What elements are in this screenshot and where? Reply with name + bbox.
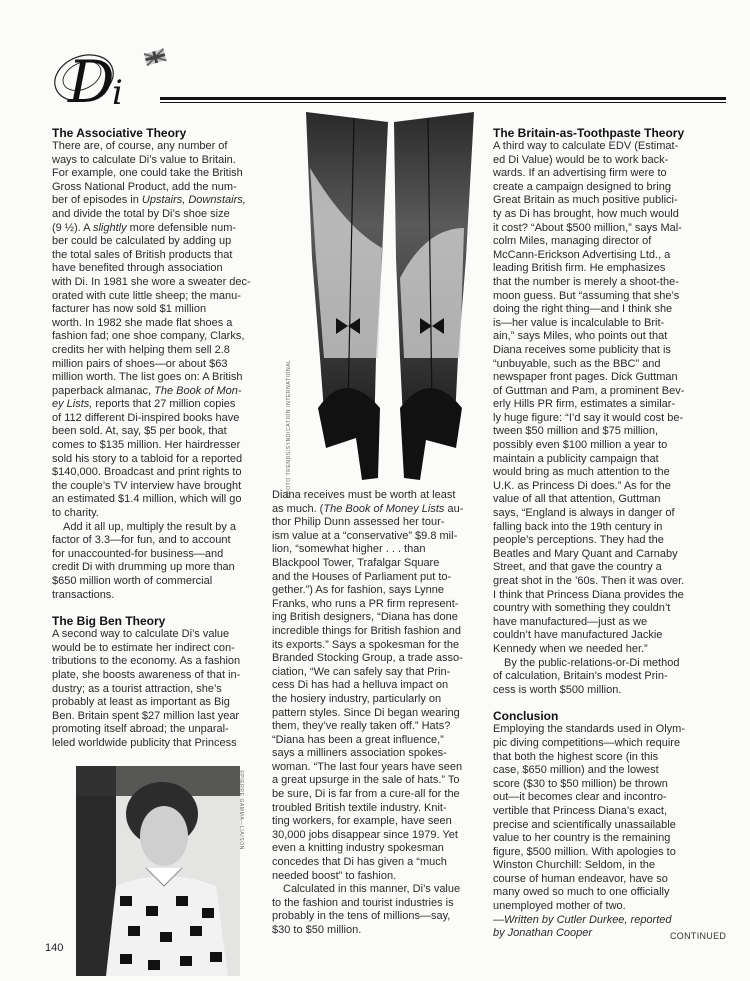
- text-line: tween $50 million and $75 million,: [493, 425, 659, 438]
- script-di-logo-graphic: [48, 42, 168, 114]
- text-line: ciation, “We can safely say that Prin-: [272, 665, 451, 678]
- text-line: leading British firm. He emphasizes: [493, 262, 666, 275]
- text-line: and divide the total by Di’s shoe size: [52, 207, 230, 220]
- text-line: “Diana has been a great influence,”: [272, 733, 444, 746]
- header-rule-thick: [160, 97, 726, 100]
- text-line: leled worldwide publicity that Princess: [52, 736, 237, 749]
- text-line: [272, 503, 488, 517]
- text-line: its exports.” Says a spokesman for the: [272, 638, 460, 651]
- text-line: promoting itself abroad; the unparal-: [52, 723, 229, 736]
- text-line: Calculated in this manner, Di’s value: [283, 883, 461, 896]
- text-line: ly huge figure: “I’d say it would cost be-: [493, 411, 684, 424]
- stockings-photo: [296, 108, 482, 486]
- text-line: incredible things for British fashion and: [272, 624, 461, 637]
- text-line: to the fashion and tourist industries is: [272, 896, 454, 909]
- text-line: worth. In 1982 she made flat shoes a: [52, 316, 233, 329]
- text-line: of calculation, Britain’s modest Prin-: [493, 670, 668, 683]
- text-line: $140,000. Broadcast and print rights to: [52, 466, 242, 479]
- text-line: credits her with helping them sell 2.8: [52, 343, 230, 356]
- text-line: For example, one could take the British: [52, 167, 243, 180]
- text-line: couldn’t have manufactured Jackie: [493, 629, 663, 642]
- text-line: transactions.: [52, 588, 115, 601]
- text-line: fashion fad; one shoe company, Clarks,: [52, 330, 245, 343]
- text-line: says, “England is always in danger of: [493, 507, 675, 520]
- text-line: it cost? “About $500 million,” says Mal-: [493, 221, 682, 234]
- text-line: Branded Stocking Group, a trade asso-: [272, 652, 463, 665]
- text-line: possibly even $100 million a year to: [493, 439, 668, 452]
- italic-title: The Book of Mon-: [154, 384, 242, 397]
- text-line: create a campaign designed to bring: [493, 180, 671, 193]
- text-line: Employing the standards used in Olym-: [493, 723, 685, 736]
- text-line: the couple’s TV interview have brought: [52, 479, 242, 492]
- text-line: maintain a publicity campaign that: [493, 452, 659, 465]
- text-line: case, $650 million) and the lowest: [493, 764, 659, 777]
- text-line: million worth. The list goes on: A British: [52, 371, 243, 384]
- text-line: dustry; as a tourist attraction, she’s: [52, 682, 222, 695]
- page-number: 140: [45, 942, 64, 954]
- text-line: Franks, who runs a PR firm represent-: [272, 597, 459, 610]
- text-line: erly Hills PR firm, estimates a similar-: [493, 398, 676, 411]
- text-line: pattern styles. Since Di began wearing: [272, 706, 460, 719]
- legs-photo-credit: PHOTO TRENDS/SYNDICATION INTERNATIONAL: [286, 359, 292, 498]
- text-line: U.K. as Princess Di does.” As for the: [493, 479, 671, 492]
- italic-title: ey Lists,: [52, 398, 93, 411]
- text-line: would bring as much attention to the: [493, 466, 670, 479]
- text-line: cess Di has had a helluva impact on: [272, 679, 449, 692]
- text-line: thor Philip Dunn assessed her tour-: [272, 516, 445, 529]
- section-heading: The Associative Theory: [52, 126, 187, 140]
- text-line: score ($30 to $50 million) be thrown: [493, 777, 668, 790]
- text-line: probably at least as important as Big: [52, 696, 230, 709]
- italic-title: slightly: [92, 221, 127, 234]
- text-line: an estimated $1.4 million, which will go: [52, 493, 242, 506]
- text-line: colm Miles, managing director of: [493, 235, 652, 248]
- text-line: doing the right thing—and I think she: [493, 303, 673, 316]
- text-line: be sure, Di is far from a cure-all for the: [272, 788, 460, 801]
- text-line: with Di. In 1981 she wore a sweater dec-: [52, 275, 251, 288]
- text-line: moon guess. But “assuming that she’s: [493, 289, 680, 302]
- text-line: vertible that Princess Diana’s exact,: [493, 804, 668, 817]
- text-line: Great Britain as much positive publici-: [493, 194, 678, 207]
- text-line: There are, of course, any number of: [52, 140, 228, 152]
- text-line: A third way to calculate EDV (Estimat-: [493, 140, 679, 152]
- text-line: 30,000 jobs disappear since 1979. Yet: [272, 828, 458, 841]
- text-line: for unaccounted-for business—and: [52, 547, 224, 560]
- column-right: [493, 126, 727, 941]
- text-line: out—it becomes clear and incontro-: [493, 791, 667, 804]
- text-line: orated with cute little sheep; the manu-: [52, 289, 241, 302]
- text-line: [52, 194, 267, 208]
- text-line: needed boost” to fashion.: [272, 869, 397, 882]
- text-line: Blackpool Tower, Trafalgar Square: [272, 556, 440, 569]
- text-line: million pairs of shoes—or about $63: [52, 357, 228, 370]
- text-line: [52, 222, 267, 236]
- text-line: concedes that Di has given a “much: [272, 856, 447, 869]
- svg-text:i: i: [112, 73, 123, 113]
- text-line: ed Di Value) would be to work back-: [493, 153, 669, 166]
- paragraph: [52, 628, 267, 750]
- union-jack-icon: [144, 49, 166, 66]
- text-segment: more defensible num-: [126, 221, 237, 234]
- di-logo: [48, 42, 168, 114]
- text-line: been sold. At, say, $5 per book, that: [52, 425, 227, 438]
- text-line: facturer has now sold $1 million: [52, 303, 207, 316]
- text-line: Diana receives some publicity that is: [493, 343, 671, 356]
- text-segment: as much. (: [272, 502, 324, 515]
- text-line: ing British designers, “Diana has done: [272, 611, 458, 624]
- text-line: factor of 3.3—for fun, and to account: [52, 534, 231, 547]
- italic-title: Upstairs, Downstairs,: [141, 194, 246, 207]
- text-line: pic diving competitions—which require: [493, 736, 681, 749]
- paragraph: [52, 521, 267, 603]
- text-line: unemployed mother of two.: [493, 900, 626, 913]
- text-line: is—her value is incalculable to Brit-: [493, 316, 665, 329]
- text-line: of Guttman and Pam, a prominent Bev-: [493, 384, 685, 397]
- text-line: $30 to $50 million.: [272, 924, 362, 936]
- text-line: the hosiery industry, particularly on: [272, 692, 442, 705]
- paragraph: [52, 140, 267, 521]
- text-line: credit Di with drumming up more than: [52, 561, 235, 574]
- text-segment: ber of episodes in: [52, 194, 142, 207]
- text-line: have benefited through association: [52, 262, 223, 275]
- section-heading: The Big Ben Theory: [52, 614, 166, 629]
- text-line: newspaper front pages. Dick Guttman: [493, 371, 678, 384]
- diana-photo-credit: ©PIERRE GAMMA—LIAISON: [238, 770, 244, 850]
- text-line: lion, “somewhat higher . . . than: [272, 543, 426, 556]
- column-middle: [272, 489, 488, 938]
- column-left: [52, 126, 267, 751]
- text-line: ain,” says Miles, who points out that: [493, 330, 668, 343]
- text-line: ting workers, for example, have seen: [272, 815, 452, 828]
- logo-lettering: D: [68, 48, 115, 114]
- text-line: sold his story to a tabloid for a reported: [52, 452, 243, 465]
- text-line: Beatles and Mary Quant and Carnaby: [493, 547, 678, 560]
- text-line: cess is worth $500 million.: [493, 683, 622, 696]
- text-line: A second way to calculate Di’s value: [52, 628, 230, 641]
- paragraph: [272, 883, 488, 937]
- text-line: Ben. Britain spent $27 million last year: [52, 709, 240, 722]
- text-line: figure, $500 million. With apologies to: [493, 845, 676, 858]
- text-line: ber could be calculated by adding up: [52, 235, 232, 248]
- text-line: that the number is merely a shoot-the-: [493, 275, 679, 288]
- text-line: Winston Churchill: Seldom, in the: [493, 859, 656, 872]
- text-line: falling back into the 19th century in: [493, 520, 663, 533]
- section-heading: Conclusion: [493, 709, 559, 724]
- text-line: people’s perceptions. They had the: [493, 534, 664, 547]
- text-line: $650 million worth of commercial: [52, 575, 213, 587]
- text-line: value to her country is the remaining: [493, 832, 671, 845]
- text-line: the total sales of British products that: [52, 248, 233, 261]
- text-line: of 112 different Di-inspired books have: [52, 411, 240, 424]
- text-line: Gross National Product, add the num-: [52, 180, 237, 193]
- text-line: woman. “The last four years have seen: [272, 760, 463, 773]
- text-line: value of all that attention, Guttman: [493, 493, 661, 506]
- text-line: plate, she boosts awareness of that in-: [52, 668, 241, 681]
- paragraph: [493, 140, 727, 657]
- header-rule-thin: [160, 102, 726, 103]
- text-line: ways to calculate Di’s value to Britain.: [52, 153, 236, 166]
- text-line: by Jonathan Cooper: [493, 927, 593, 940]
- text-segment: paperback almanac,: [52, 384, 155, 397]
- text-line: many owed so much to one officially: [493, 886, 670, 899]
- text-line: gether.”) As for fashion, says Lynne: [272, 584, 445, 597]
- text-line: “unbuyable, such as the BBC” and: [493, 357, 661, 370]
- text-line: wards. If an advertising firm were to: [493, 167, 667, 180]
- section-heading: The Britain-as-Toothpaste Theory: [493, 126, 685, 140]
- text-line: precise and scientifically unassailable: [493, 818, 676, 831]
- text-line: even a knitting industry spokesman: [272, 842, 444, 855]
- text-line: I think that Princess Diana provides the: [493, 588, 684, 601]
- text-line: Street, and that gave the country a: [493, 561, 662, 574]
- text-line: says a milliners association spokes-: [272, 747, 447, 760]
- text-line: that both the highest score (in this: [493, 750, 659, 763]
- text-line: probably in the tens of millions—say,: [272, 910, 451, 923]
- paragraph: [493, 657, 727, 698]
- text-line: Diana receives must be worth at least: [272, 489, 456, 501]
- text-line: troubled British textile industry. Knit-: [272, 801, 447, 814]
- text-segment: reports that 27 million copies: [92, 398, 236, 411]
- text-line: would be to estimate her indirect con-: [52, 641, 235, 654]
- continued-label: CONTINUED: [670, 931, 727, 941]
- text-line: course of human endeavor, have so: [493, 872, 668, 885]
- text-line: comes to $135 million. Her hairdresser: [52, 439, 241, 452]
- left-shoe: [318, 388, 380, 480]
- text-segment: au-: [444, 502, 464, 515]
- text-line: By the public-relations-or-Di method: [504, 656, 680, 669]
- diana-photo: [76, 766, 240, 976]
- text-line: McCann-Erickson Advertising Ltd., a: [493, 248, 671, 261]
- text-line: great shot in the ’60s. Then it was over.: [493, 575, 685, 587]
- text-line: Add it all up, multiply the result by a: [63, 520, 237, 533]
- text-line: [52, 385, 267, 399]
- italic-title: The Book of Money Lists: [323, 502, 445, 515]
- text-line: ism value at a “conservative” $9.8 mil-: [272, 529, 458, 542]
- text-line: tributions to the economy. As a fashion: [52, 655, 241, 668]
- text-line: Kennedy when we needed her.”: [493, 642, 648, 655]
- text-line: —Written by Cutler Durkee, reported: [493, 913, 672, 926]
- text-line: ty as Di has brought, how much would: [493, 207, 679, 220]
- text-line: to charity.: [52, 507, 99, 520]
- text-line: country with something they couldn’t: [493, 602, 671, 615]
- text-line: a great upsurge in the sale of hats.” To: [272, 774, 460, 787]
- text-line: [52, 398, 267, 412]
- text-line: and the Houses of Parliament put to-: [272, 570, 452, 583]
- text-line: them, they’ve really taken off.” Hats?: [272, 720, 451, 733]
- paragraph: [272, 489, 488, 883]
- right-shoe: [400, 388, 462, 480]
- text-segment: (9 ½). A: [52, 221, 93, 234]
- paragraph: [493, 723, 727, 913]
- text-line: have manufactured—just as we: [493, 615, 648, 628]
